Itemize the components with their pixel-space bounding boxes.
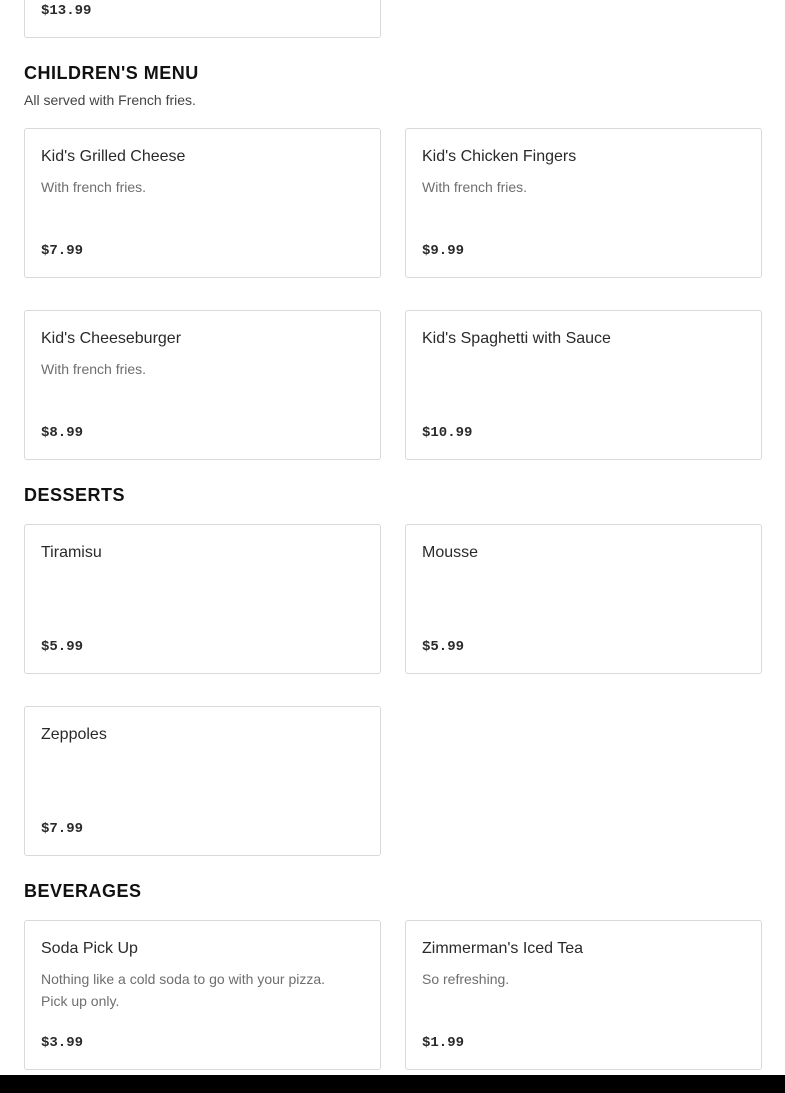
item-description: With french fries.	[422, 179, 528, 195]
item-description: With french fries.	[41, 179, 147, 195]
item-name: Mousse	[422, 544, 479, 561]
section-title-desserts: DESSERTS	[24, 485, 126, 505]
menu-item-card[interactable]	[405, 524, 762, 674]
item-price: $5.99	[41, 639, 84, 655]
section-subtitle-childrens-menu: All served with French fries.	[24, 92, 196, 108]
item-price: $13.99	[41, 3, 92, 19]
menu-item-card[interactable]	[24, 0, 381, 38]
item-description: With french fries.	[41, 361, 147, 377]
item-price: $10.99	[422, 425, 473, 441]
item-name: Kid's Grilled Cheese	[41, 148, 186, 165]
menu-item-card[interactable]	[24, 706, 381, 856]
item-name: Kid's Spaghetti with Sauce	[422, 330, 611, 347]
menu-item-card[interactable]	[24, 310, 381, 460]
menu-item-card[interactable]	[24, 524, 381, 674]
menu-item-card[interactable]	[24, 920, 381, 1070]
item-description: So refreshing.	[422, 971, 510, 987]
item-name: Zimmerman's Iced Tea	[422, 940, 584, 957]
item-name: Tiramisu	[41, 544, 102, 561]
menu-item-card[interactable]	[405, 128, 762, 278]
item-name: Soda Pick Up	[41, 940, 138, 957]
item-price: $8.99	[41, 425, 84, 441]
item-price: $3.99	[41, 1035, 84, 1051]
item-price: $7.99	[41, 243, 84, 259]
section-title-beverages: BEVERAGES	[24, 881, 142, 901]
item-name: Zeppoles	[41, 726, 107, 743]
menu-item-card[interactable]	[405, 310, 762, 460]
item-price: $1.99	[422, 1035, 465, 1051]
item-price: $7.99	[41, 821, 84, 837]
item-price: $5.99	[422, 639, 465, 655]
menu-item-card[interactable]	[24, 128, 381, 278]
item-name: Kid's Cheeseburger	[41, 330, 182, 347]
menu-item-card[interactable]	[405, 920, 762, 1070]
bottom-bar	[0, 1075, 785, 1093]
section-title-childrens-menu: CHILDREN'S MENU	[24, 63, 199, 83]
item-price: $9.99	[422, 243, 465, 259]
item-description: Nothing like a cold soda to go with your pizza. Pick up only.	[41, 971, 326, 1009]
item-name: Kid's Chicken Fingers	[422, 148, 577, 165]
